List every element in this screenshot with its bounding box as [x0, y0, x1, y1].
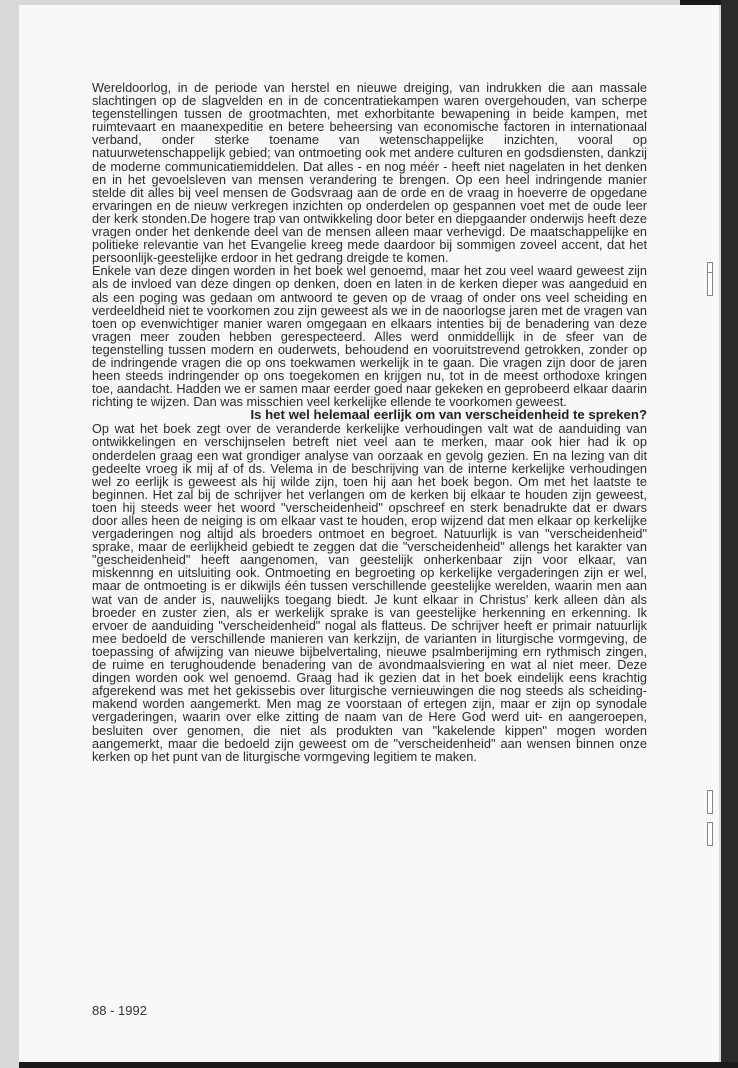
paragraph-3: Op wat het boek zegt over de veranderde kerkelijke verhoudingen valt wat de aanduiding van ontwikkelingen en verschijnselen betreft niet veel aan te merken, maar ook hier had ik op onderdelen graag een wat grondiger analyse van oorzaak en gevolg gezien. En na lezing van dit gedeelte vroeg ik mij af of ds. Velema in de beschrijving van de interne kerkelijke verhoudingen wel zo eerlijk is geweest als hij wilde zijn, toen hij aan het boek begon. Om met het laatste te beginnen. Het zal bij de schrijver het verlangen om de kerken bij elkaar te houden zijn geweest, toen hij steeds weer het woord "verscheidenheid" opschreef en sterk benadrukte dat er dwars door alles heen de neiging is om elkaar vast te houden, erop wijzend dat men elkaar op kerkelijke vergaderingen nog altijd als broeders ontmoet en begroet. Natuurlijk is van "verscheidenheid" sprake, maar de eerlijkheid gebiedt te zeggen dat die "verscheidenheid" allengs het karakter van "gescheidenheid" heeft aangenomen, van geestelijk onherkenbaar zijn voor elkaar, van miskennng en uitsluiting ook. Ontmoeting en begroeting op kerkelijke vergaderingen zijn er wel, maar de ontmoeting is er dikwijls één tussen verschillende geestelijke werelden, waarin men aan wat van de ander is, nauwelijks toegang biedt. Je kunt elkaar in Christus' kerk alleen dàn als broeder en zuster zien, als er werkelijk sprake is van geestelijke herkenning en erkenning. Ik ervoer de aanduiding "verscheidenheid" nogal als flatteus. De schrijver heeft er primair natuurlijk mee bedoeld de verschillende manieren van kerkzijn, de varianten in liturgische vormgeving, de toepassing of afwijzing van nieuwe bijbelvertaling, nieuwe psalmberijming ern rythmisch zingen, de ruime en terughoudende benadering van de avondmaalsviering en wat al niet meer. Deze dingen worden ook wel genoemd. Graag had ik gezien dat in het boek eindelijk eens krachtig afgerekend was met het gekissebis over liturgische vernieuwingen die nog steeds als scheiding-makend worden aangemerkt. Men mag ze voorstaan of ertegen zijn, maar er zijn op synodale vergaderingen, waarin over elke zitting de naam van de Here God werd uit- en aangeroepen, besluiten over genomen, die niet als produkten van "kakelende kippen" mogen worden aangemerkt, maar die bedoeld zijn geweest om de "verscheidenheid" aan wensen binnen onze kerken op het punt van de liturgische vormgeving legitiem te maken. — [92, 421, 647, 764]
paragraph-2: Enkele van deze dingen worden in het boek wel genoemd, maar het zou veel waard geweest zijn als de invloed van deze dingen op denken, doen en laten in de kerken dieper was aangeduid en als een poging was gedaan om antwoord te geven op de vraag of onder ons veel scheiding en verdeeldheid niet te voorkomen zou zijn geweest als we in de naoorlogse jaren met de vragen van toen op evenwichtiger manier waren omgegaan en elkaars intenties bij de benadering van deze vragen meer zouden hebben gerespecteerd. Alles werd onmiddellijk in de sfeer van de tegenstelling tussen modern en ouderwets, behoudend en vooruitstrevend getrokken, zonder op de indringende vragen die op ons toekwamen werkelijk in te gaan. Die vragen zijn door de jaren heen steeds indringender op ons toegekomen en krijgen nu, tot in de meest orthodoxe kringen toe, aandacht. Hadden we er samen maar eerder goed naar gekeken en geprobeerd elkaar daarin richting te wijzen. Dan was misschien veel kerkelijke ellende te voorkomen geweest. — [92, 263, 647, 410]
scan-edge-right — [721, 0, 738, 1068]
staple-mark-bottom-1 — [707, 790, 713, 814]
article-body — [92, 81, 647, 763]
scan-edge-bottom — [19, 1062, 738, 1068]
staple-mark-top-2 — [707, 272, 713, 296]
staple-mark-bottom-2 — [707, 822, 713, 846]
paragraph-1: Wereldoorlog, in de periode van herstel en nieuwe dreiging, van indrukken die aan massale slachtingen op de slagvelden en in de concentratiekampen waren overgehouden, van scherpe tegenstellingen tussen de grootmachten, met exhorbitante bewapening in beide kampen, met ruimtevaart en maanexpeditie en betere beheersing van economische factoren in internationaal verband, onder sterke toename van wetenschappelijke inzichten, vooral op natuurwetenschappelijk gebied; van ontmoeting ook met andere culturen en godsdiensten, dankzij de moderne communicatiemiddelen. Dat alles - en nog méér - heeft niet nagelaten in het denken en in het gevoelsleven van mensen verandering te brengen. Op een heel indringende manier stelde dit alles bij veel mensen de Godsvraag aan de orde en de vraag in hoeverre de opgedane ervaringen en de nieuw verkregen inzichten op onderdelen op gespannen voet met de oude leer der kerk stonden.De hogere trap van ontwikkeling door beter en diepgaander onderwijs heeft deze vragen onder het denkende deel van de mensen alleen maar verhevigd. De maatschappelijke en politieke relevantie van het Evangelie kreeg mede daardoor bij sommigen zoveel accent, dat het persoonlijk-geestelijke erdoor in het gedrang dreigde te komen. — [92, 80, 647, 266]
page-number: 88 - 1992 — [92, 1003, 147, 1018]
section-heading: Is het wel helemaal eerlijk om van verscheidenheid te spreken? — [250, 407, 647, 423]
